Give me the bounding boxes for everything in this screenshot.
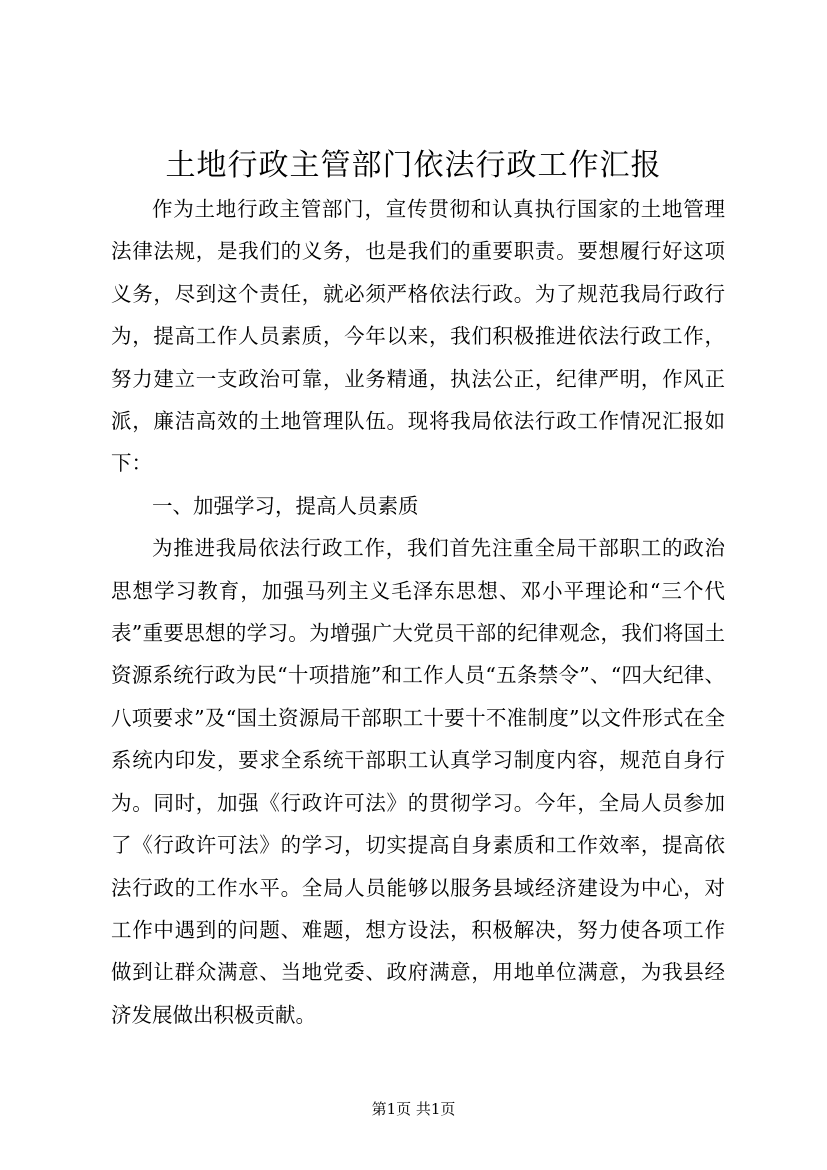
section-paragraph: 为推进我局依法行政工作，我们首先注重全局干部职工的政治思想学习教育，加强马列主义毛泽东思想、邓小平理论和“三个代表”重要思想的学习。为增强广大党员干部的纪律观念，我们将国土资源系统行政为民“十项措施”和工作人员“五条禁令”、“四大纪律、八项要求”及“国土资源局干部职工十要十不准制度”以文件形式在全系统内印发，要求全系统干部职工认真学习制度内容，规范自身行为。同时，加强《行政许可法》的贯彻学习。今年，全局人员参加了《行政许可法》的学习，切实提高自身素质和工作效率，提高依法行政的工作水平。全局人员能够以服务县域经济建设为中心，对工作中遇到的问题、难题，想方设法，积极解决，努力使各项工作做到让群众满意、当地党委、政府满意，用地单位满意，为我县经济发展做出积极贡献。: [111, 536, 725, 1027]
section-heading: 一、加强学习，提高人员素质: [152, 493, 419, 518]
document-body: [111, 188, 725, 1036]
document-title: 土地行政主管部门依法行政工作汇报: [165, 148, 662, 183]
intro-paragraph: 作为土地行政主管部门，宣传贯彻和认真执行国家的土地管理法律法规，是我们的义务，也是我们的重要职责。要想履行好这项义务，尽到这个责任，就必须严格依法行政。为了规范我局行政行为，提高工作人员素质，今年以来，我们积极推进依法行政工作，努力建立一支政治可靠，业务精通，执法公正，纪律严明，作风正派，廉洁高效的土地管理队伍。现将我局依法行政工作情况汇报如下：: [111, 197, 725, 476]
page-number: 第1页 共1页: [371, 1100, 456, 1118]
page-footer: [0, 1099, 827, 1119]
